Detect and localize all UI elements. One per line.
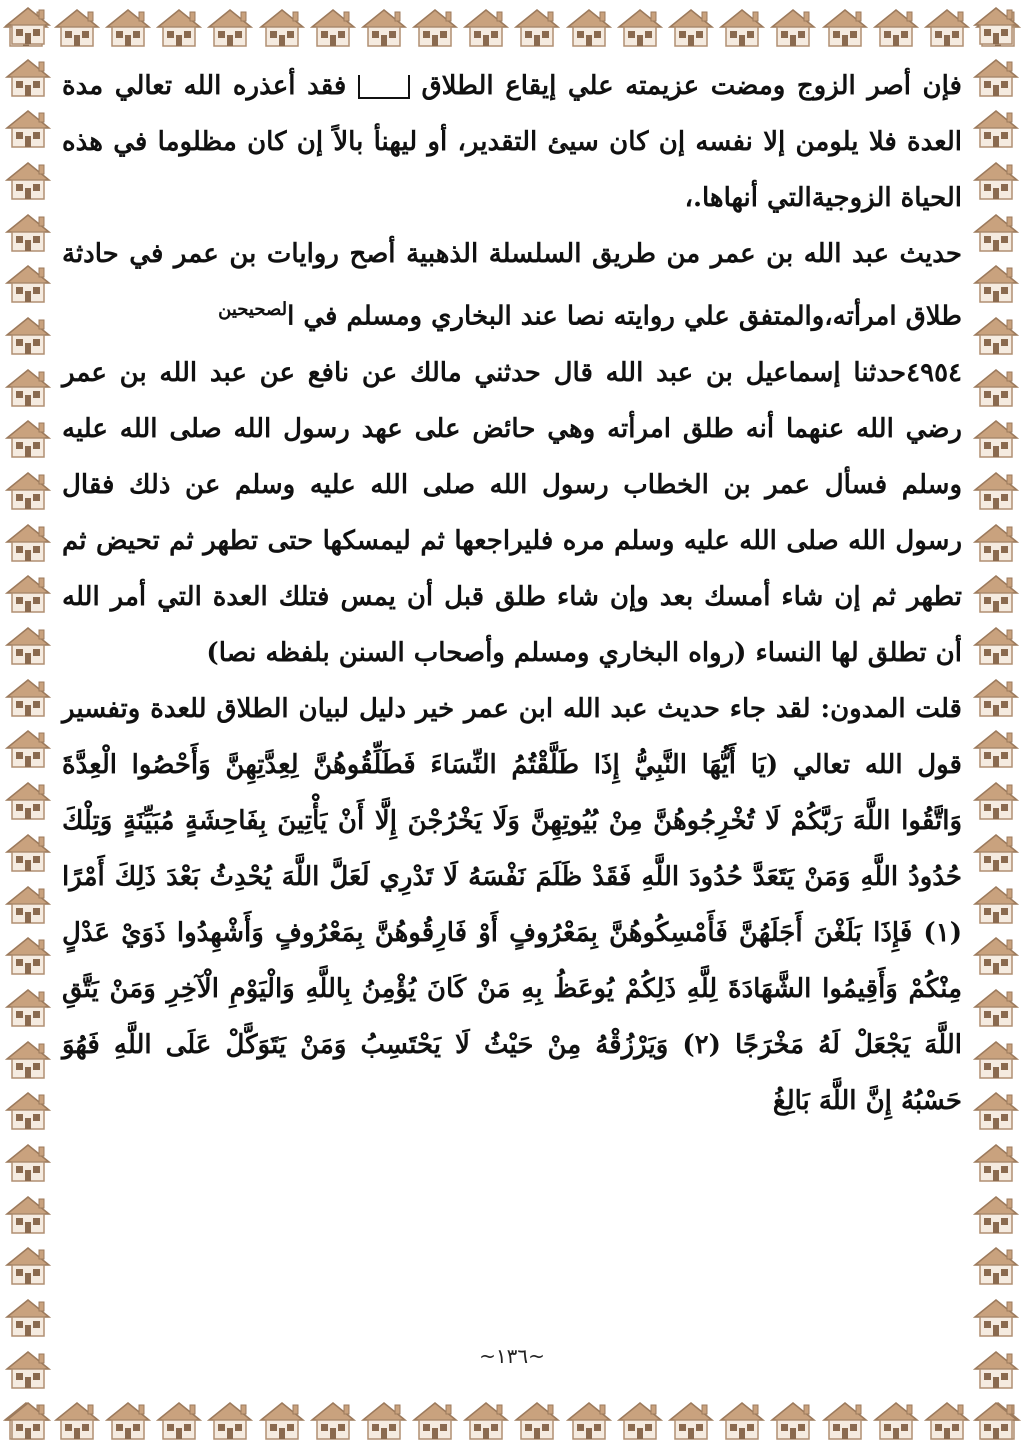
house-icon xyxy=(0,362,56,414)
house-icon xyxy=(717,0,768,56)
house-icon xyxy=(0,310,56,362)
house-icon xyxy=(968,1085,1024,1137)
house-icon xyxy=(968,672,1024,724)
paragraph-text: حديث عبد الله بن عمر من طريق السلسلة الذهبية أصح روايات بن عمر في حادثة طلاق امرأته،والمتفق علي روايته نصا عند البخاري ومسلم في ا xyxy=(62,239,962,332)
house-icon xyxy=(0,52,56,104)
house-icon xyxy=(968,1292,1024,1344)
house-icon xyxy=(968,258,1024,310)
house-icon xyxy=(921,1393,972,1449)
house-icon xyxy=(0,620,56,672)
house-icon xyxy=(358,1393,409,1449)
house-icon xyxy=(0,155,56,207)
house-icon xyxy=(968,207,1024,259)
blank-box xyxy=(358,75,410,99)
page-border-right xyxy=(968,0,1024,1449)
house-icon xyxy=(102,1393,153,1449)
house-icon xyxy=(0,1241,56,1293)
house-icon xyxy=(717,1393,768,1449)
house-icon xyxy=(768,1393,819,1449)
house-icon xyxy=(0,1137,56,1189)
house-icon xyxy=(614,0,665,56)
house-icon xyxy=(968,879,1024,931)
house-icon xyxy=(102,0,153,56)
house-icon xyxy=(512,0,563,56)
house-icon xyxy=(968,517,1024,569)
house-icon xyxy=(0,879,56,931)
house-icon xyxy=(256,1393,307,1449)
page-border-left xyxy=(0,0,56,1449)
house-icon xyxy=(512,1393,563,1449)
house-icon xyxy=(0,930,56,982)
house-icon xyxy=(968,465,1024,517)
house-icon xyxy=(968,0,1024,52)
house-icon xyxy=(968,775,1024,827)
house-icon xyxy=(154,0,205,56)
house-icon xyxy=(0,672,56,724)
paragraph-text: ٤٩٥٤حدثنا إسماعيل بن عبد الله قال حدثني مالك عن نافع عن عبد الله بن عمر رضي الله عنهما أنه طلق امرأته وهي حائض على عهد رسول الله صلى الله عليه وسلم فسأل عمر بن الخطاب رسول الله صلى الله عليه وسلم عن ذلك فقال رسول الله صلى الله عليه وسلم مره فليراجعها ثم ليمسكها حتى تطهر ثم تحيض ثم تطهر ثم إن شاء أمسك بعد وإن شاء طلق قبل أن يمس فتلك العدة التي أمر الله أن تطلق لها النساء (رواه البخاري ومسلم وأصحاب السنن بلفظه نصا) xyxy=(62,357,962,668)
page-number: ~١٣٦~ xyxy=(479,1344,545,1368)
house-icon xyxy=(665,1393,716,1449)
house-icon xyxy=(921,0,972,56)
house-icon xyxy=(968,1189,1024,1241)
house-icon xyxy=(0,207,56,259)
house-icon xyxy=(968,1396,1024,1448)
house-icon xyxy=(51,0,102,56)
house-icon xyxy=(0,1034,56,1086)
paragraph-divorce-insistence xyxy=(62,58,962,226)
house-icon xyxy=(0,258,56,310)
house-icon xyxy=(0,775,56,827)
paragraph-hadith-intro xyxy=(62,226,962,345)
house-icon xyxy=(968,103,1024,155)
house-icon xyxy=(0,1396,56,1448)
house-icon xyxy=(461,1393,512,1449)
house-icon xyxy=(819,0,870,56)
house-icon xyxy=(0,724,56,776)
house-icon xyxy=(0,465,56,517)
paragraph-commentary xyxy=(62,681,962,1129)
paragraph-text: قلت المدون: لقد جاء حديث عبد الله ابن عمر خير دليل لبيان الطلاق للعدة وتفسير قول الله تعالي (يَا أَيُّهَا النَّبِيُّ إِذَا طَلَّقْتُمُ النِّسَاءَ فَطَلِّقُوهُنَّ لِعِدَّتِهِنَّ وَأَحْصُوا الْعِدَّةَ وَاتَّقُوا اللَّهَ رَبَّكُمْ لَا تُخْرِجُوهُنَّ مِنْ بُيُوتِهِنَّ وَلَا يَخْرُجْنَ إِلَّا أَنْ يَأْتِينَ بِفَاحِشَةٍ مُبَيِّنَةٍ وَتِلْكَ حُدُودُ اللَّهِ وَمَنْ يَتَعَدَّ حُدُودَ اللَّهِ فَقَدْ ظَلَمَ نَفْسَهُ لَا تَدْرِي لَعَلَّ اللَّهَ يُحْدِثُ بَعْدَ ذَلِكَ أَمْرًا (١) فَإِذَا بَلَغْنَ أَجَلَهُنَّ فَأَمْسِكُوهُنَّ بِمَعْرُوفٍ أَوْ فَارِقُوهُنَّ بِمَعْرُوفٍ وَأَشْهِدُوا ذَوَيْ عَدْلٍ مِنْكُمْ وَأَقِيمُوا الشَّهَادَةَ لِلَّهِ ذَلِكُمْ يُوعَظُ بِهِ مَنْ كَانَ يُؤْمِنُ بِاللَّهِ وَالْيَوْمِ الْآخِرِ وَمَنْ يَتَّقِ اللَّهَ يَجْعَلْ لَهُ مَخْرَجًا (٢) وَيَرْزُقْهُ مِنْ حَيْثُ لَا يَحْتَسِبُ وَمَنْ يَتَوَكَّلْ عَلَى اللَّهِ فَهُوَ حَسْبُهُ إِنَّ اللَّهَ بَالِغُ xyxy=(62,693,962,1116)
house-icon xyxy=(410,0,461,56)
house-icon xyxy=(768,0,819,56)
house-icon xyxy=(0,827,56,879)
paragraph-text: فإن أصر الزوج ومضت عزيمته علي إيقاع الطلاق xyxy=(421,71,962,101)
house-icon xyxy=(0,1292,56,1344)
house-icon xyxy=(0,982,56,1034)
house-icon xyxy=(0,517,56,569)
house-icon xyxy=(968,1034,1024,1086)
house-icon xyxy=(0,1085,56,1137)
house-icon xyxy=(968,1241,1024,1293)
house-icon xyxy=(968,930,1024,982)
house-icon xyxy=(0,569,56,621)
superscript-text: لصحيحين xyxy=(218,299,288,320)
house-icon xyxy=(968,982,1024,1034)
house-icon xyxy=(968,827,1024,879)
house-icon xyxy=(0,0,56,52)
house-icon xyxy=(870,0,921,56)
house-icon xyxy=(205,0,256,56)
house-icon xyxy=(256,0,307,56)
house-icon xyxy=(358,0,409,56)
page-border-top xyxy=(0,0,1024,56)
house-icon xyxy=(0,103,56,155)
paragraph-text-continued: فقد أعذره الله تعالي مدة العدة فلا يلومن إلا نفسه إن كان سيئ التقدير، أو ليهنأ بالاً إن كان مظلوما في هذه الحياة الزوجيةالتي أنهاها.، xyxy=(62,71,962,213)
house-icon xyxy=(968,569,1024,621)
house-icon xyxy=(968,155,1024,207)
page-border-bottom xyxy=(0,1393,1024,1449)
house-icon xyxy=(410,1393,461,1449)
house-icon xyxy=(968,362,1024,414)
page-text xyxy=(62,58,962,1388)
house-icon xyxy=(51,1393,102,1449)
house-icon xyxy=(968,724,1024,776)
house-icon xyxy=(968,1137,1024,1189)
house-icon xyxy=(563,0,614,56)
house-icon xyxy=(614,1393,665,1449)
house-icon xyxy=(461,0,512,56)
house-icon xyxy=(968,620,1024,672)
house-icon xyxy=(205,1393,256,1449)
house-icon xyxy=(665,0,716,56)
house-icon xyxy=(307,1393,358,1449)
house-icon xyxy=(154,1393,205,1449)
house-icon xyxy=(819,1393,870,1449)
house-icon xyxy=(0,414,56,466)
house-icon xyxy=(0,1189,56,1241)
house-icon xyxy=(563,1393,614,1449)
house-icon xyxy=(968,414,1024,466)
house-icon xyxy=(968,310,1024,362)
house-icon xyxy=(870,1393,921,1449)
house-icon xyxy=(307,0,358,56)
house-icon xyxy=(968,52,1024,104)
paragraph-hadith-text xyxy=(62,345,962,681)
